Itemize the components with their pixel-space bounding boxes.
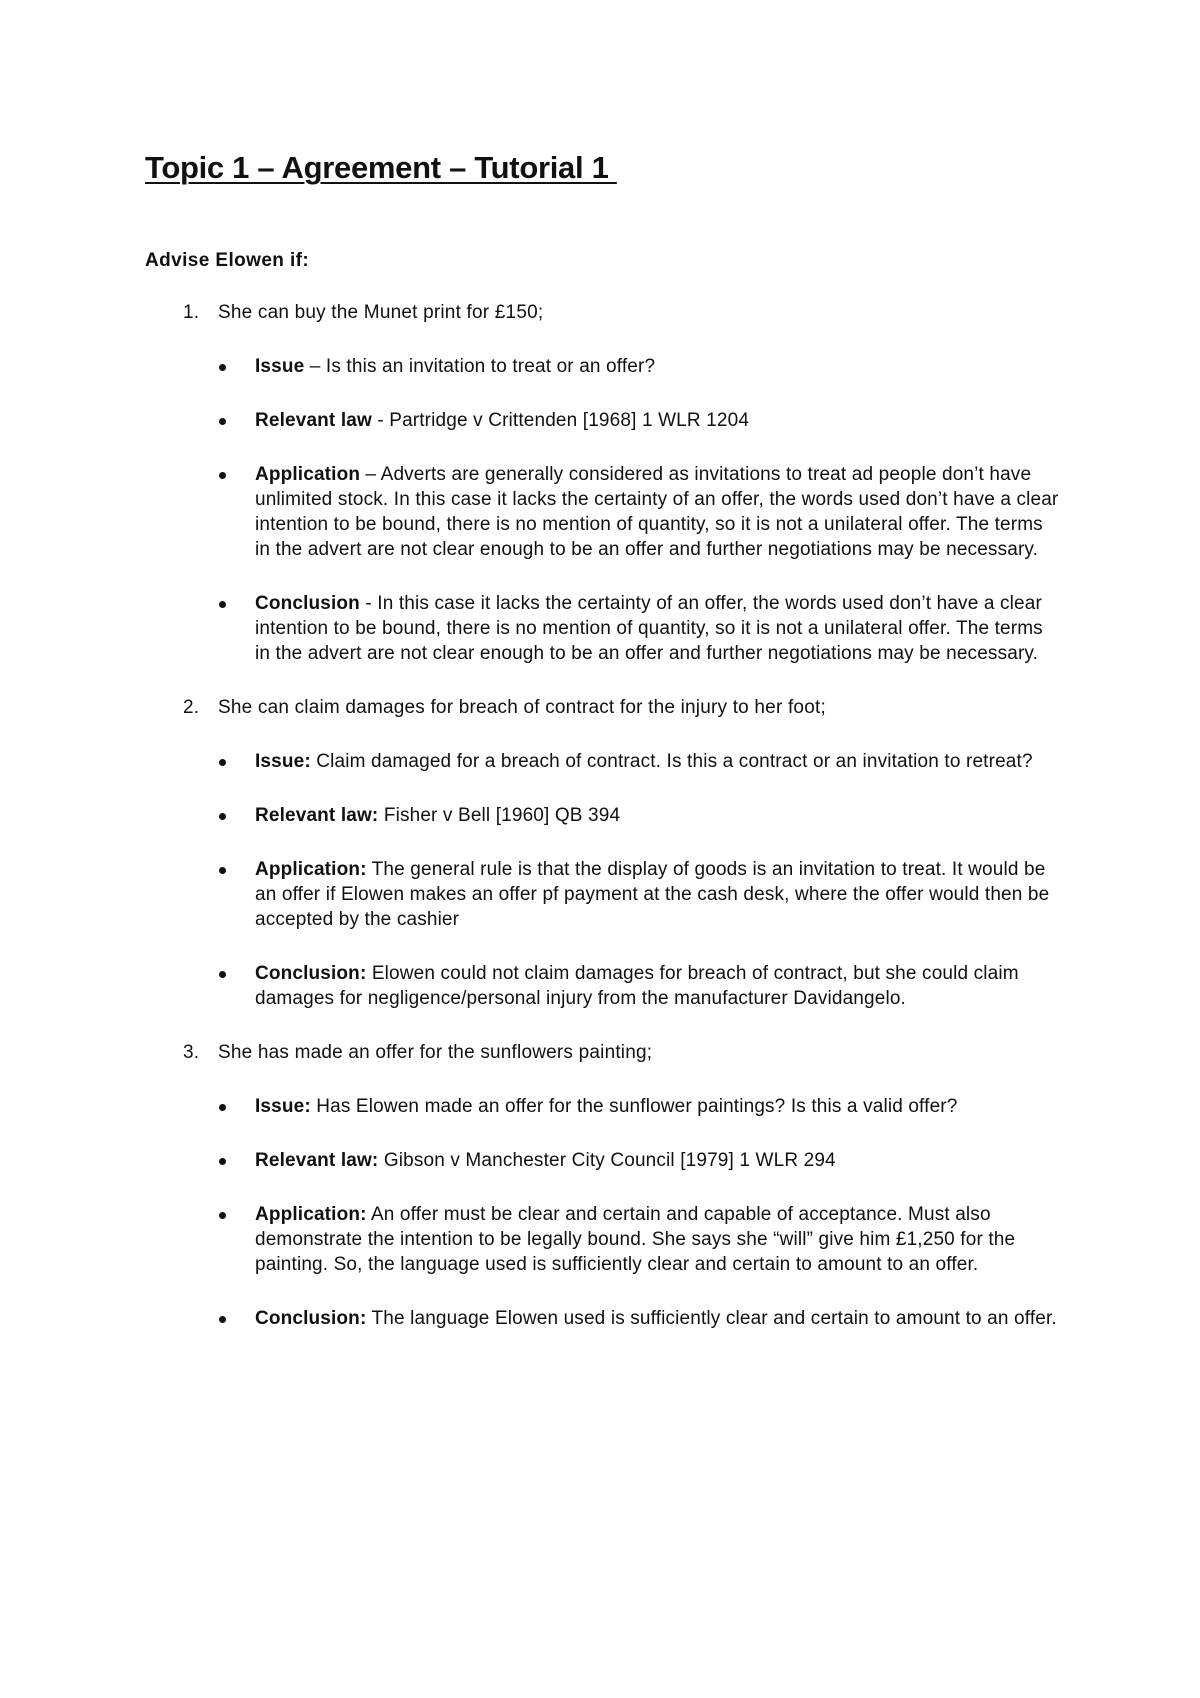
point-text: Claim damaged for a breach of contract. Is this a contract or an invitation to retreat? <box>310 751 1033 772</box>
point-text: The language Elowen used is sufficiently clear and certain to amount to an offer. <box>366 1308 1057 1329</box>
relevant-law-point <box>0 408 1200 433</box>
issue-point <box>0 1094 1200 1119</box>
point-label: Conclusion: <box>255 963 367 984</box>
question-text: She can buy the Munet print for £150; <box>218 302 544 323</box>
point-label: Application: <box>255 859 367 880</box>
point-text: The general rule is that the display of goods is an invitation to treat. It would be an offer if Elowen makes an offer pf payment at the cash desk, where the offer would then be accepted by the cashier <box>255 859 1050 930</box>
question-1 <box>0 300 1200 666</box>
point-text: Elowen could not claim damages for breach of contract, but she could claim damages for negligence/personal injury from the manufacturer Davidangelo. <box>255 963 1019 1009</box>
bullet-icon <box>219 1158 226 1165</box>
bullet-icon <box>219 971 226 978</box>
question-heading <box>0 695 1200 720</box>
point-text: Has Elowen made an offer for the sunflower paintings? Is this a valid offer? <box>310 1096 958 1117</box>
question-number: 3. <box>183 1042 200 1063</box>
point-list <box>0 354 1200 666</box>
document-title: Topic 1 – Agreement – Tutorial 1 <box>145 150 617 185</box>
point-text: – Adverts are generally considered as invitations to treat ad people don’t have unlimited stock. In this case it lacks the certainty of an offer, the words used don’t have a clear intention to be bound, there is no mention of quantity, so it is not a unilateral offer. The terms in the advert are not clear enough to be an offer and further negotiations may be necessary. <box>255 464 1059 560</box>
point-label: Conclusion <box>255 593 360 614</box>
bullet-icon <box>219 1104 226 1111</box>
question-list <box>0 300 1200 1360</box>
point-text: - In this case it lacks the certainty of an offer, the words used don’t have a clear intention to be bound, there is no mention of quantity, so it is not a unilateral offer. The terms in the advert are not clear enough to be an offer and further negotiations may be necessary. <box>255 593 1043 664</box>
point-label: Application: <box>255 1204 367 1225</box>
bullet-icon <box>219 813 226 820</box>
question-heading <box>0 300 1200 325</box>
point-text: Fisher v Bell [1960] QB 394 <box>378 805 621 826</box>
point-text: Gibson v Manchester City Council [1979] 1 WLR 294 <box>378 1150 836 1171</box>
application-point <box>0 462 1200 562</box>
conclusion-point <box>0 591 1200 666</box>
point-label: Relevant law <box>255 410 372 431</box>
bullet-icon <box>219 1316 226 1323</box>
point-list <box>0 1094 1200 1331</box>
relevant-law-point <box>0 1148 1200 1173</box>
relevant-law-point <box>0 803 1200 828</box>
point-label: Relevant law: <box>255 805 379 826</box>
conclusion-point <box>0 1306 1200 1331</box>
application-point <box>0 1202 1200 1277</box>
question-number: 2. <box>183 697 200 718</box>
point-label: Issue: <box>255 751 311 772</box>
question-text: She can claim damages for breach of contract for the injury to her foot; <box>218 697 826 718</box>
point-label: Conclusion: <box>255 1308 367 1329</box>
point-list <box>0 749 1200 1011</box>
point-text: An offer must be clear and certain and capable of acceptance. Must also demonstrate the intention to be legally bound. She says she “will” give him £1,250 for the painting. So, the language used is sufficiently clear and certain to amount to an offer. <box>255 1204 1016 1275</box>
point-text: – Is this an invitation to treat or an offer? <box>304 356 656 377</box>
conclusion-point <box>0 961 1200 1011</box>
question-number: 1. <box>183 302 200 323</box>
bullet-icon <box>219 1212 226 1219</box>
question-2 <box>0 695 1200 1011</box>
bullet-icon <box>219 759 226 766</box>
bullet-icon <box>219 418 226 425</box>
bullet-icon <box>219 867 226 874</box>
point-label: Issue: <box>255 1096 311 1117</box>
question-3 <box>0 1040 1200 1331</box>
point-label: Application <box>255 464 361 485</box>
bullet-icon <box>219 601 226 608</box>
point-text: - Partridge v Crittenden [1968] 1 WLR 1204 <box>371 410 750 431</box>
bullet-icon <box>219 364 226 371</box>
question-text: She has made an offer for the sunflowers painting; <box>218 1042 653 1063</box>
document-subtitle: Advise Elowen if: <box>145 250 310 271</box>
issue-point <box>0 354 1200 379</box>
application-point <box>0 857 1200 932</box>
point-label: Relevant law: <box>255 1150 379 1171</box>
point-label: Issue <box>255 356 305 377</box>
issue-point <box>0 749 1200 774</box>
bullet-icon <box>219 472 226 479</box>
question-heading <box>0 1040 1200 1065</box>
